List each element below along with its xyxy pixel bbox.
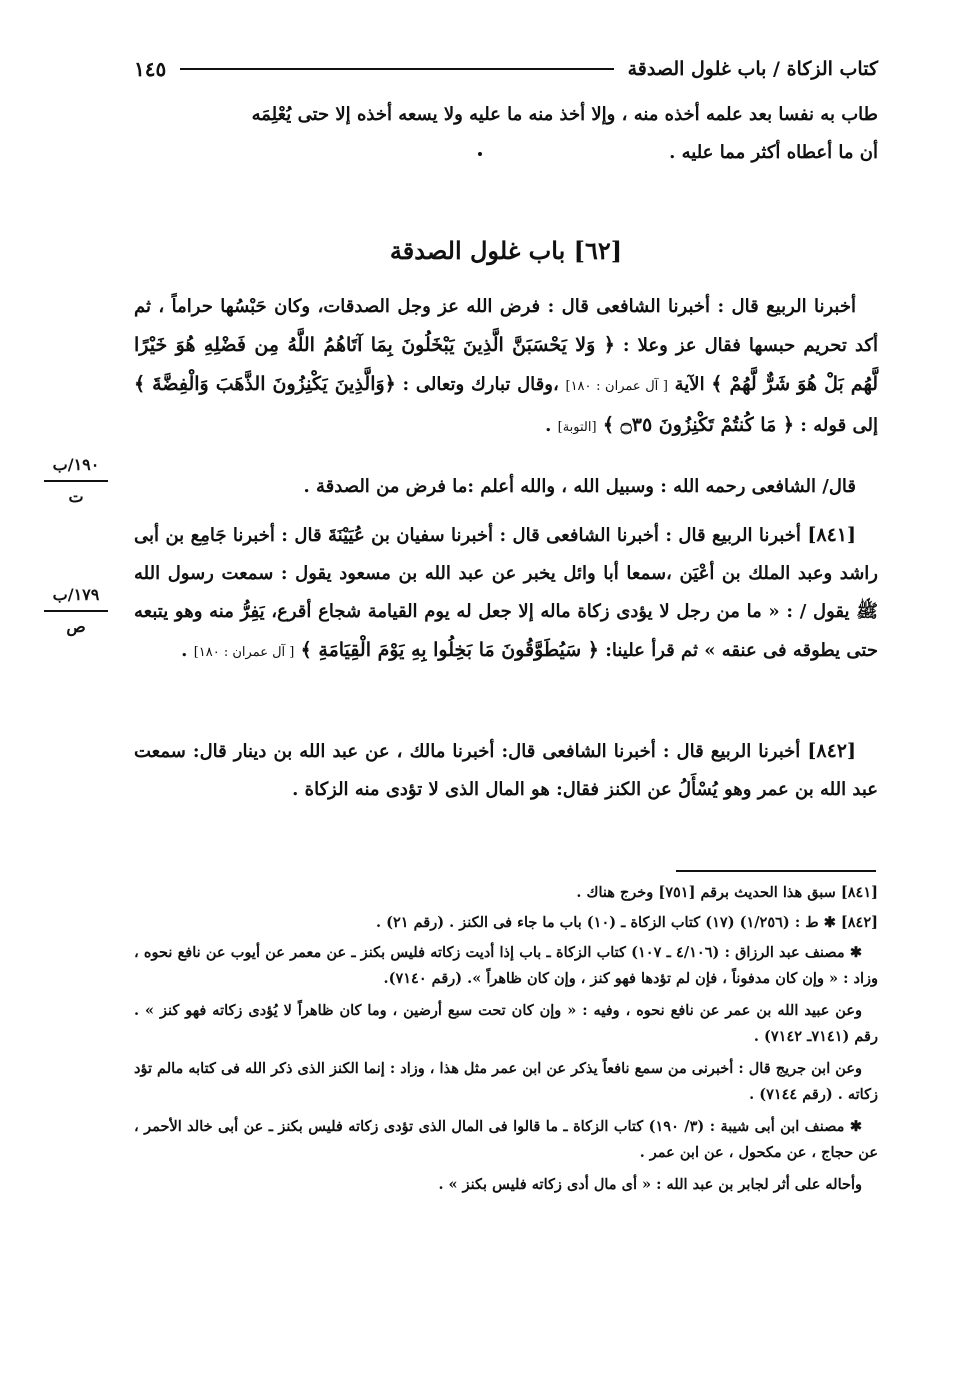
footnotes: [134, 880, 878, 1204]
footnote: وعن ابن جريج قال : أخبرنى من سمع نافعاً يذكر عن ابن عمر مثل هذا ، وزاد : إنما الكنز الذى ذكر الله فى كتابه مالم تؤد زكاته . (رقم ٧١٤٤) .: [134, 1060, 878, 1103]
paragraph-rabi: [134, 288, 878, 447]
hadith-number: [٨٤١]: [807, 524, 856, 546]
intro-text: [134, 96, 878, 172]
text-run: .: [181, 640, 188, 661]
manuscript-folio-note: [40, 452, 112, 510]
stray-dot: [478, 152, 482, 156]
quran-verse: ﴿ وَلا يَحْسَبَنَّ الَّذِينَ يَبْخَلُونَ بِمَا آتَاهُمُ اللَّهُ مِن فَضْلِهِ هُوَ خَيْرًا لَّهُم بَلْ هُوَ شَرٌّ لَّهُمْ ﴾: [134, 334, 878, 395]
quran-verse: ﴿ سَيُطَوَّقُونَ مَا بَخِلُوا بِهِ يَوْمَ الْقِيَامَةِ ﴾: [300, 639, 599, 661]
footnote: ✱ مصنف ابن أبى شيبة : (٣/ ١٩٠) كتاب الزكاة ـ ما قالوا فى المال الذى تؤدى زكاته فليس بكنز ـ عن أبى خالد الأحمر ، عن حجاج ، عن مكحول ، عن ابن عمر .: [134, 1118, 878, 1161]
intro-line: أن ما أعطاه أكثر مما عليه .: [669, 142, 878, 163]
running-title: كتاب الزكاة / باب غلول الصدقة: [627, 58, 878, 80]
quran-verse: ﴿ مَا كُنتُمْ تَكْنِزُونَ ۝٣٥ ﴾: [602, 414, 794, 436]
text-run: إلى قوله :: [800, 415, 878, 436]
manuscript-siglum: ص: [66, 617, 86, 636]
hadith-842-text: [134, 732, 878, 809]
hadith-841: [134, 516, 878, 672]
paragraph-2: قال/ الشافعى رحمه الله : وسبيل الله ، والله أعلم :ما فرض من الصدقة .: [303, 476, 856, 497]
footnote: وعن عبيد الله بن عمر عن نافع نحوه ، وفيه : « وإن كان تحت سبع أرضين ، وما كان ظاهراً لا يُؤدى زكاته فهو كنز » . رقم (٧١٤١ـ ٧١٤٢) .: [134, 1002, 878, 1045]
manuscript-folio-note: [40, 582, 112, 640]
header-rule: [180, 68, 613, 70]
text-run: أخبرنا الربيع قال : أخبرنا الشافعى قال : فرض الله عز وجل الصدقات، وكان حَبْسُها حراماً ، ثم أكد تحريم حبسها فقال عز وعلا :: [134, 296, 878, 356]
footnote: [٨٤١] سبق هذا الحديث برقم [٧٥١] وخرج هناك .: [576, 884, 878, 901]
folio-ref: ١٩٠/ب: [52, 455, 100, 474]
intro-line: طاب به نفسا بعد علمه أخذه منه ، وإلا أخذ منه ما عليه ولا يسعه أخذه إلا حتى يُعْلِمَه: [251, 104, 878, 125]
footnote-separator: [676, 870, 876, 872]
text-run: أخبرنا الربيع قال : أخبرنا الشافعى قال: أخبرنا مالك ، عن عبد الله بن دينار قال: سمعت عبد الله بن عمر وهو يُسْأَلُ عن الكنز فقال: هو المال الذى لا تؤدى منه الزكاة .: [134, 741, 878, 800]
footnote: ✱ مصنف عبد الرزاق : (٤/١٠٦ ـ ١٠٧) كتاب الزكاة ـ باب إذا أديت زكاته فليس بكنز ـ عن معمر عن أيوب عن نافع نحوه ، وزاد : « وإن كان مدفوناً ، فإن لم تؤدها فهو كنز ، وإن كان ظاهراً ». (رقم ٧١٤٠).: [134, 944, 878, 987]
verse-reference: [ آل عمران : ١٨٠]: [565, 379, 668, 394]
text-run: ،وقال تبارك وتعالى :: [402, 374, 559, 395]
paragraph-1: [134, 288, 878, 447]
text-run: .: [545, 415, 552, 436]
text-run: أخبرنا الربيع قال : أخبرنا الشافعى قال : أخبرنا سفيان بن عُيَيْنَةَ قال : أخبرنا جَامِع بن أبى راشد وعبد الملك بن أعْيَن ،سمعا أبا وائل يخبر عن عبد الله بن مسعود يقول : سمعت رسول الله ﷺ يقول / : « ما من رجل لا يؤدى زكاة ماله إلا جعل له يوم القيامة شجاع أقرع، يَفِرُّ منه وهو يتبعه حتى يطوقه فى عنقه » ثم قرأ علينا:: [134, 525, 878, 661]
manuscript-siglum: ت: [68, 487, 84, 506]
section-heading: [٦٢] باب غلول الصدقة: [389, 236, 623, 265]
hadith-number: [٨٤٢]: [807, 740, 856, 762]
folio-rule: [44, 480, 108, 482]
page-number: ١٤٥: [134, 57, 167, 81]
quran-verse: ﴿وَالَّذِينَ يَكْنِزُونَ الذَّهَبَ وَالْفِضَّةَ ﴾: [134, 373, 396, 395]
verse-reference: [ آل عمران : ١٨٠]: [193, 645, 295, 660]
folio-rule: [44, 610, 108, 612]
hadith-842: [134, 732, 878, 809]
footnote: [٨٤٢] ✱ ط : (١/٢٥٦) (١٧) كتاب الزكاة ـ (١٠) باب ما جاء فى الكنز . (رقم ٢١) .: [376, 914, 878, 931]
text-run: الآية: [674, 374, 705, 395]
paragraph-shafii: [134, 468, 878, 506]
hadith-841-text: [134, 516, 878, 672]
page-header: [134, 52, 878, 86]
footnote: وأحاله على أثر لجابر بن عبد الله : « أى مال أدى زكاته فليس بكنز » .: [438, 1176, 862, 1193]
folio-ref: ١٧٩/ب: [52, 585, 100, 604]
verse-reference: [التوبة]: [557, 420, 597, 435]
